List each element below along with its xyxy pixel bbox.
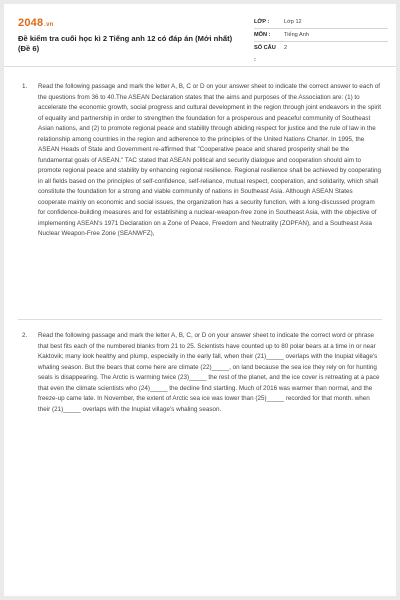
question-item — [18, 331, 384, 461]
question-text: Read the following passage and mark the letter A, B, C or D on your answer sheet to indicate the correct answer to each of the questions from 36 to 40.The ASEAN Declaration states that the aims and purposes of the Association are: (1) to accelerate the economic growth, social progress and cultural development in the region through joint endeavors in the spirit of equality and partnership in order to strengthen the foundation for a prosperous and peaceful community of Southeast Asian nations, and (2) to promote regional peace and stability through abiding respect for justice and the rule of law in the relationship among countries in the region and adherence to the principles of the United Nations Charter. In 1995, the ASEAN Heads of State and Government re-affirmed that "Cooperative peace and shared prosperity shall be the fundamental goals of ASEAN." TAC stated that ASEAN political and security dialogue and cooperation should aim to promote regional peace and stability by enhancing regional resilience. Regional resilience shall be achieved by cooperating in all fields based on the principles of self-confidence, self-reliance, mutual respect, cooperation, and solidarity, which shall constitute the foundation for a strong and viable community of nations in Southeast Asia. Although ASEAN States cooperate mainly on economic and social issues, the organization has a security function, with a long-discussed program for confidence-building measures and for establishing a nuclear-weapon-free zone in Southeast Asia, with the objective of implementing ASEAN's 1971 Declaration on a Zone of Peace, Freedom and Neutrality (ZOPFAN), and a Southeast Asia Nuclear Weapon-Free Zone (SEANWFZ), — [38, 83, 382, 237]
exam-title: Đề kiểm tra cuối học kì 2 Tiếng anh 12 có đáp án (Mới nhất) (Đề 6) — [18, 34, 233, 53]
meta-label: SỐ CÂU : — [254, 45, 276, 63]
meta-value: Lớp 12 — [284, 19, 302, 25]
question-text: Read the following passage and mark the letter A, B, C, or D on your answer sheet to indicate the correct word or phrase that best fits each of the numbered blanks from 21 to 25. Scientists have counted up to 80 polar bears at a time in or near Kaktovik; many look healthy and plump, especially in the early fall, when their (21)_____ overlaps with the Inupiat village's whaling season. But the bears that come here are climate (22)_____, on land because the sea ice they rely on for hunting seals is disappearing. The Arctic is warming twice (23)_____ the rest of the planet, and the ice cover is retreating at a pace that even the climate scientists who (24)_____ the decline find startling. Much of 2016 was warmer than normal, and the freeze-up came late. In November, the extent of Arctic sea ice was lower than (25)_____ recorded for that month. when their (21)_____ overlaps with the Inupiat village's whaling season. — [38, 332, 380, 413]
meta-row-subject — [254, 29, 388, 42]
meta-value: Tiếng Anh — [284, 32, 309, 38]
meta-row-count — [254, 42, 388, 63]
logo-suffix: .vn — [44, 22, 54, 28]
meta-value: 2 — [284, 45, 288, 51]
meta-label: LỚP : — [254, 19, 270, 25]
question-number: 1. — [22, 83, 28, 90]
logo-text: 2048 — [18, 17, 44, 29]
site-logo[interactable] — [18, 17, 54, 29]
meta-label: MÔN : — [254, 32, 271, 38]
page-header — [4, 4, 396, 67]
question-divider — [18, 319, 382, 320]
question-item — [18, 82, 384, 312]
meta-row-class — [254, 16, 388, 29]
question-number: 2. — [22, 332, 28, 339]
exam-meta — [254, 16, 388, 63]
document-page — [4, 4, 396, 596]
